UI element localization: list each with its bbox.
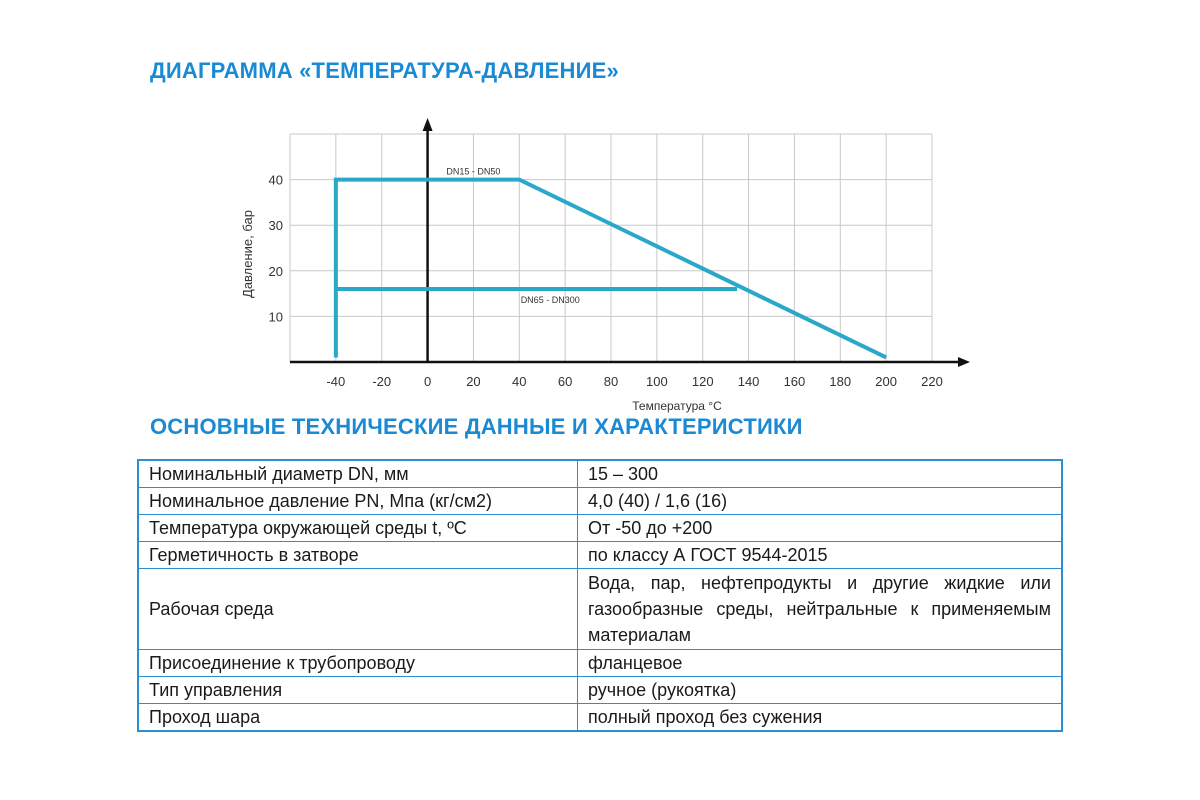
x-tick-label: 140 [737,374,760,389]
value-cell: Вода, пар, нефтепродукты и другие жидкие или газообразные среды, нейтральные к применяемым материалам [578,569,1063,650]
x-tick-label: 200 [875,374,897,389]
series-label: DN65 - DN300 [520,295,580,306]
chart-ticks [269,173,943,389]
x-tick-label: -20 [372,374,392,389]
x-tick-label: 80 [603,374,619,389]
specs-heading: ОСНОВНЫЕ ТЕХНИЧЕСКИЕ ДАННЫЕ И ХАРАКТЕРИСТИКИ [150,414,803,439]
value-cell: фланцевое [578,650,1063,677]
param-cell: Герметичность в затворе [138,542,578,569]
x-tick-label: 100 [646,374,668,389]
x-axis-label: Температура °С [632,399,722,413]
table-row [138,569,1062,650]
param-cell: Проход шара [138,704,578,732]
table-row [138,542,1062,569]
x-tick-label: 0 [423,374,432,389]
specs-table [137,459,1063,732]
table-row [138,650,1062,677]
chart-grid [290,134,932,362]
value-cell: по классу А ГОСТ 9544-2015 [578,542,1063,569]
x-tick-label: 60 [557,374,573,389]
y-axis-arrow-icon [423,118,433,131]
x-tick-label: 120 [691,374,714,389]
x-tick-label: 220 [921,374,943,389]
param-cell: Номинальное давление PN, Мпа (кг/см2) [138,488,578,515]
x-tick-label: 180 [829,374,852,389]
x-tick-label: -40 [326,374,346,389]
y-tick-label: 20 [268,263,283,279]
x-tick-label: 40 [512,374,527,389]
value-cell: От -50 до +200 [578,515,1063,542]
param-cell: Присоединение к трубопроводу [138,650,578,677]
value-cell: полный проход без сужения [578,704,1063,732]
param-cell: Температура окружающей среды t, ºС [138,515,578,542]
param-cell: Номинальный диаметр DN, мм [138,460,578,488]
x-tick-label: 20 [466,374,481,389]
y-tick-label: 40 [268,172,283,188]
value-cell: 4,0 (40) / 1,6 (16) [578,488,1063,515]
table-row [138,677,1062,704]
table-row [138,704,1062,732]
x-tick-label: 160 [783,374,806,389]
y-tick-label: 30 [268,218,283,234]
diagram-heading: ДИАГРАММА «ТЕМПЕРАТУРА-ДАВЛЕНИЕ» [150,58,619,83]
param-cell: Рабочая среда [138,569,578,650]
table-row [138,460,1062,488]
value-cell: ручное (рукоятка) [578,677,1063,704]
series-label: DN15 - DN50 [446,166,501,177]
table-row [138,515,1062,542]
x-axis-arrow-icon [958,357,970,367]
param-cell: Тип управления [138,677,578,704]
table-row [138,488,1062,515]
value-cell: 15 – 300 [578,460,1063,488]
chart-axes [290,118,970,367]
y-axis-label: Давление, бар [240,210,255,298]
y-tick-label: 10 [268,309,283,325]
